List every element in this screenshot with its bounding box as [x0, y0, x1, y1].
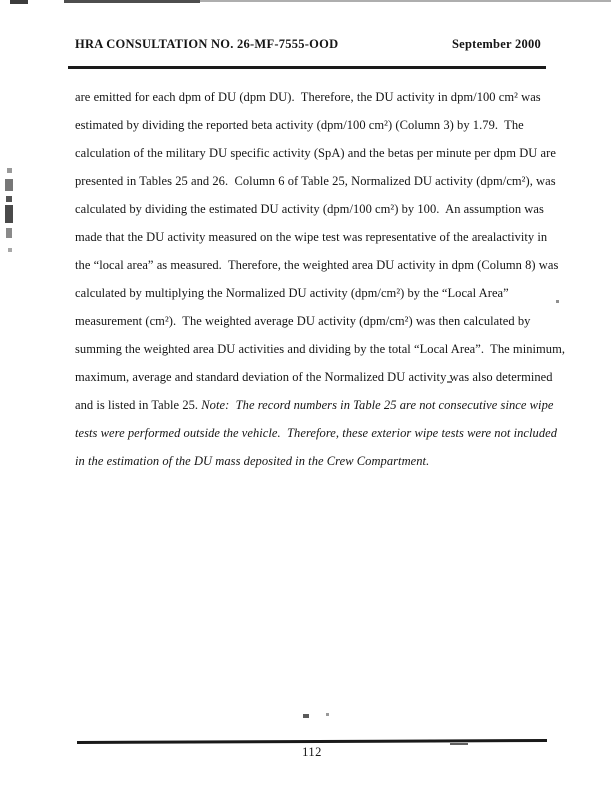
scan-artifact-top-line — [200, 0, 611, 2]
body-text: measurement (cm²). The weighted average DU activity (dpm/cm²) was then calculated by — [75, 314, 531, 328]
scan-artifact-left-speck — [6, 196, 12, 202]
body-text: made that the DU activity measured on the wipe test was representative of the arealactivity in — [75, 230, 548, 244]
body-text: calculated by multiplying the Normalized DU activity (dpm/cm²) by the “Local Area” — [75, 286, 509, 300]
body-text: maximum, average and standard deviation of the Normalized DU activity was also determined — [75, 370, 553, 384]
body-text: estimated by dividing the reported beta activity (dpm/100 cm²) (Column 3) by 1.79. The — [75, 118, 524, 132]
body-text: are emitted for each dpm of DU (dpm DU). Therefore, the DU activity in dpm/100 cm² was — [75, 90, 541, 104]
text-line — [75, 195, 555, 223]
text-line — [75, 139, 555, 167]
text-line — [75, 167, 555, 195]
italic-note-text: Note: The record numbers in Table 25 are not consecutive since wipe — [201, 398, 554, 412]
scan-artifact-speck — [326, 713, 329, 716]
text-line — [75, 447, 555, 475]
text-line — [75, 83, 555, 111]
header-rule — [68, 66, 546, 69]
scan-artifact-speck — [303, 714, 309, 718]
body-text: calculated by dividing the estimated DU activity (dpm/100 cm²) by 100. An assumption was — [75, 202, 544, 216]
text-line — [75, 363, 555, 391]
scan-artifact-left-speck — [5, 179, 13, 191]
scan-artifact-left-speck — [6, 228, 12, 238]
text-line — [75, 307, 555, 335]
page-number: 112 — [302, 745, 322, 759]
body-text: summing the weighted area DU activities and dividing by the total “Local Area”. The minimum, — [75, 342, 566, 356]
body-text: the “local area” as measured. Therefore, the weighted area DU activity in dpm (Column 8) was — [75, 258, 559, 272]
scan-artifact-left-speck — [8, 248, 12, 252]
text-line — [75, 279, 555, 307]
scan-artifact-speck — [556, 300, 559, 303]
header-title: HRA CONSULTATION NO. 26-MF-7555-OOD — [75, 37, 339, 51]
body-text: calculation of the military DU specific activity (SpA) and the betas per minute per dpm DU are — [75, 146, 556, 160]
footer-rule — [77, 739, 547, 744]
text-line — [75, 419, 558, 447]
text-line — [75, 391, 555, 419]
text-line — [75, 251, 559, 279]
header-date: September 2000 — [451, 37, 541, 51]
text-line — [75, 111, 555, 139]
scan-artifact-top-bar — [64, 0, 200, 3]
body-text: presented in Tables 25 and 26. Column 6 of Table 25, Normalized DU activity (dpm/cm²), was — [75, 174, 556, 188]
text-line — [75, 223, 555, 251]
scan-artifact-top-dash — [10, 0, 28, 4]
scan-artifact-left-speck — [7, 168, 12, 173]
italic-note-text: tests were performed outside the vehicle. Therefore, these exterior wipe tests were not included — [75, 426, 558, 440]
scan-artifact-left-speck — [5, 205, 13, 223]
body-text: and is listed in Table 25. — [75, 398, 202, 412]
italic-note-text: in the estimation of the DU mass deposited in the Crew Compartment. — [75, 454, 430, 468]
text-line — [75, 335, 566, 363]
body-paragraph — [75, 83, 566, 475]
